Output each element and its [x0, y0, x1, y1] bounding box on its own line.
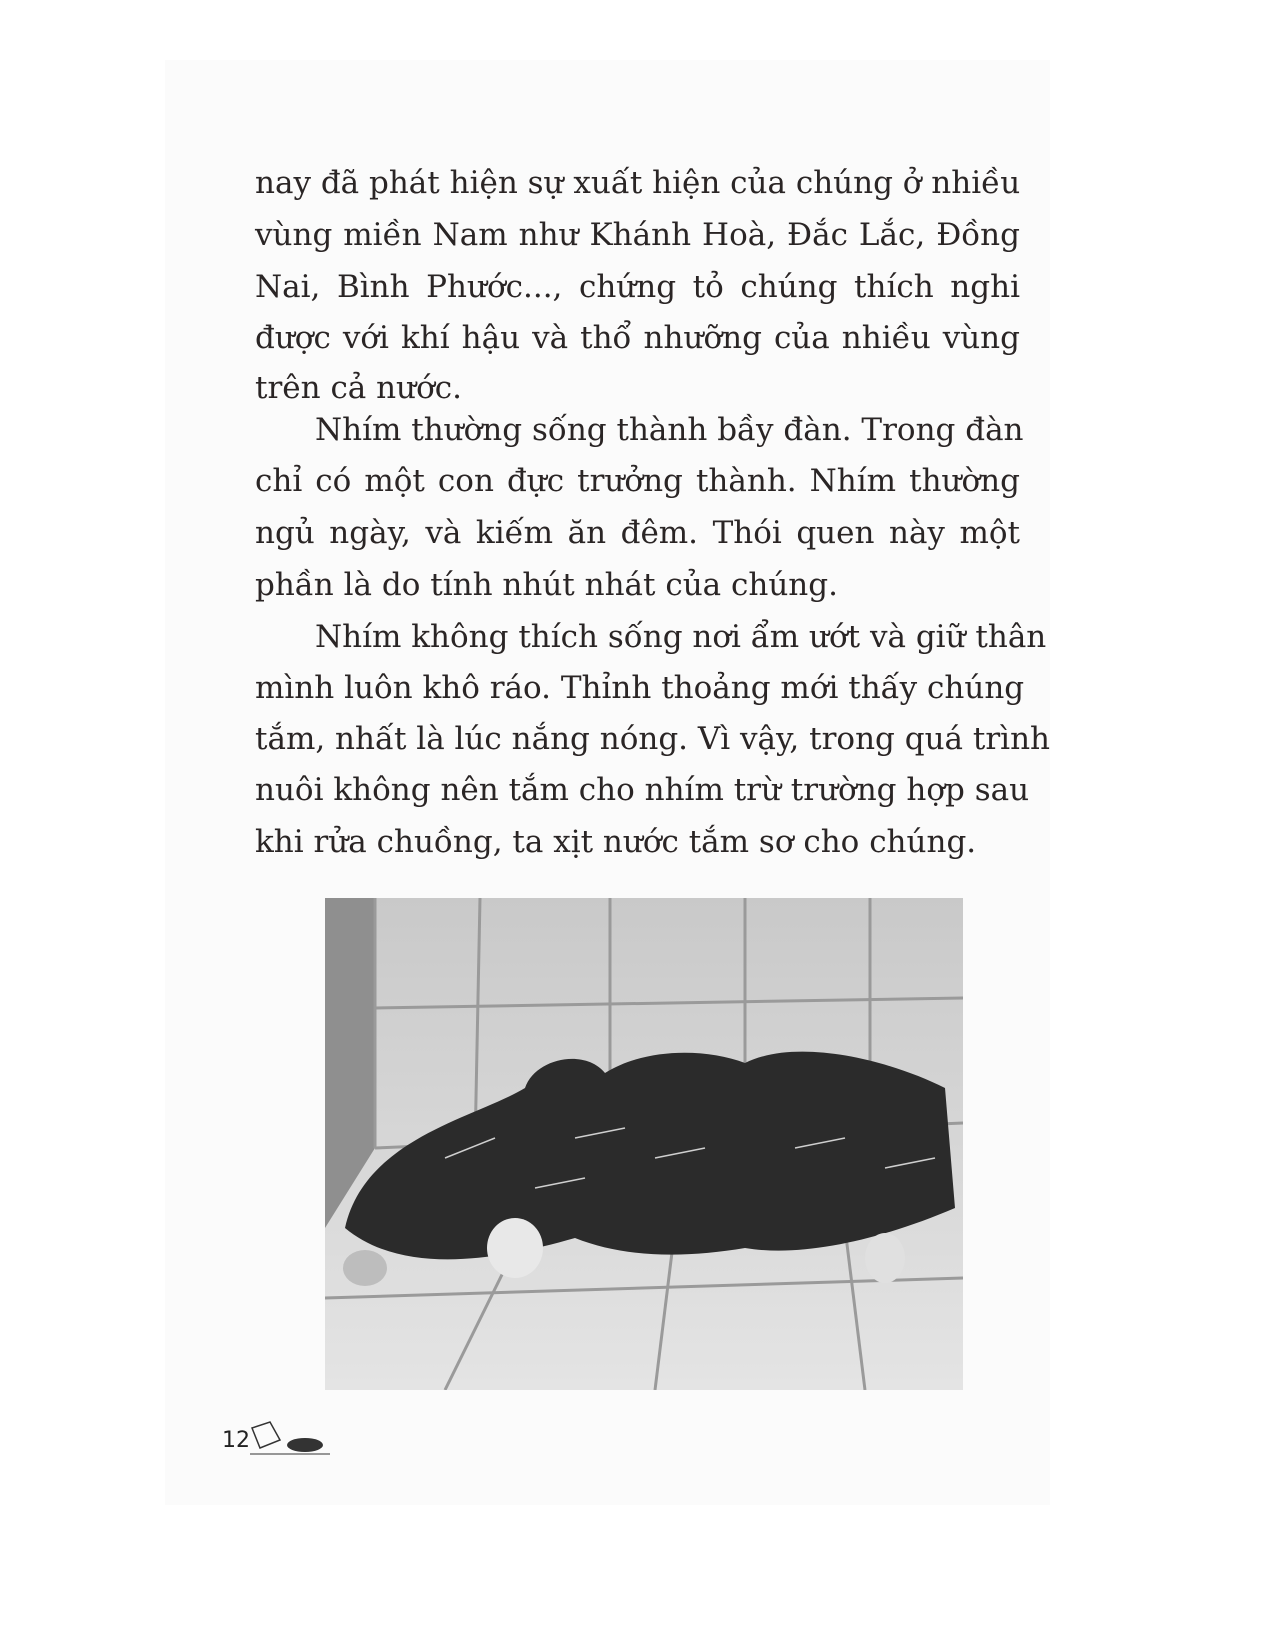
- porcupine-photo-image: [325, 898, 963, 1390]
- text-line: vùng miền Nam như Khánh Hoà, Đắc Lắc, Đồng: [255, 217, 1020, 253]
- porcupine-ornament-icon: [250, 1420, 335, 1460]
- text-line: phần là do tính nhút nhát của chúng.: [255, 567, 838, 603]
- text-line: mình luôn khô ráo. Thỉnh thoảng mới thấy chúng: [255, 670, 1025, 706]
- porcupine-photo: [325, 898, 963, 1390]
- page-number: 12: [222, 1428, 250, 1453]
- text-line: chỉ có một con đực trưởng thành. Nhím thường: [255, 463, 1020, 499]
- text-line: nay đã phát hiện sự xuất hiện của chúng ở nhiều: [255, 165, 1021, 201]
- text-line: trên cả nước.: [255, 370, 462, 406]
- text-line: ngủ ngày, và kiếm ăn đêm. Thói quen này một: [255, 515, 1020, 551]
- text-line: tắm, nhất là lúc nắng nóng. Vì vậy, trong quá trình: [255, 721, 1051, 757]
- text-line: khi rửa chuồng, ta xịt nước tắm sơ cho chúng.: [255, 824, 977, 860]
- text-line: Nai, Bình Phước..., chứng tỏ chúng thích nghi: [255, 269, 1020, 305]
- text-line: được với khí hậu và thổ nhưỡng của nhiều vùng: [255, 320, 1020, 356]
- text-line: Nhím không thích sống nơi ẩm ướt và giữ thân: [315, 619, 1047, 655]
- text-line: nuôi không nên tắm cho nhím trừ trường hợp sau: [255, 772, 1030, 808]
- text-line: Nhím thường sống thành bầy đàn. Trong đàn: [315, 412, 1024, 448]
